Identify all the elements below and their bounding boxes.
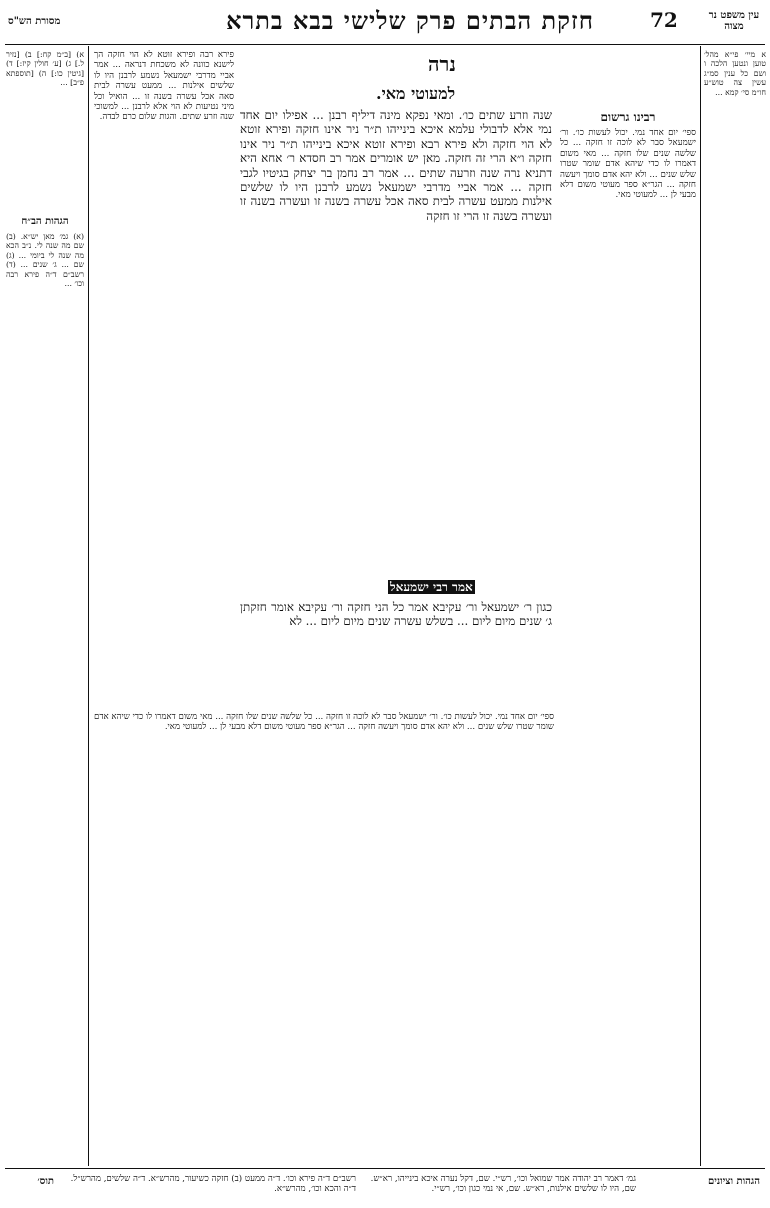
hagahot-column: (א) גמ׳ מאן יש״א. (ב) שם מה שנה לי. נ״ב הכא מה שנה לי ביומי ... (ג) שם ... ג׳ שנים ... (ד) רשב״ם ד״ה פירא רבה וכו׳ ... bbox=[6, 232, 84, 289]
lower-commentary-block: ספי׳ יום אחד נמי. יכול לעשות כו׳. ור׳ ישמעאל סבר לא לוכה זו חזקה ... כל שלשה שנים שלו חזקה ... מאי משום דאמרו לו כדי שיהא אדם שומר שטרו שלש שנים ... ולא יהא אדם סומך ויעשה חזקה ... הגר״א ספר מעוטי משום דלא מבעי לן ... למעוטי מאי. bbox=[94, 712, 554, 733]
page-title: חזקת הבתים פרק שלישי בבא בתרא bbox=[226, 6, 594, 35]
hagahot-title: הגהות הב״ח bbox=[21, 216, 69, 227]
masoret-column: א) [ב״מ קח:] ב) [נזיר ל.] ג) [ע׳ חולין קיז:] ד) [גיטין כו:] ה) [תוספתא פ״ב] ... bbox=[6, 50, 84, 88]
gemara-opening-word: נרה bbox=[428, 52, 456, 76]
footer-rashbam: רשב״ם ד״ה פירא וכו׳. ד״ה ממעט (ב) חזקה כשיעור, מהרש״א. ד״ה שלשים, מהרש״ל. ד״ה והכא וכו׳, מהרש״א. bbox=[70, 1174, 356, 1195]
gemara-continuation: כגון ר׳ ישמעאל ור׳ עקיבא אמר כל הני חזקה ור׳ עקיבא אומר חזקתן ג׳ שנים מיום ליום ... בשלש עשרה שנים מיום ליום ... לא bbox=[240, 600, 552, 629]
rashi-column: ספי׳ יום אחד נמי. יכול לעשות כו׳. ור׳ ישמעאל סבר לא לוכה זו חזקה ... כל שלשה שנים שלו חזקה ... מאי משום דאמרו לו כדי שיהא אדם שומר שטרו שלש שנים ... ולא יהא אדם סומך ויעשה חזקה ... הגר״א ספר מעוטי משום דלא מבעי לן ... למעוטי מאי. bbox=[560, 128, 696, 201]
tosafot-label: תוס׳ bbox=[37, 1176, 54, 1187]
gemara-opening-phrase: למעוטי מאי. bbox=[376, 84, 456, 103]
ein-mishpat-column: א מיי׳ פי״א מהל׳ טוען ונטען הלכה ו ושם כל ענין סמ״ג עשין צה טוש״ע חו״מ סי׳ קמא ... bbox=[704, 50, 766, 97]
ein-mishpat-label: עין משפט נר מצוה bbox=[708, 10, 760, 32]
right-margin-rule bbox=[700, 46, 701, 1166]
gemara-highlight bbox=[388, 580, 475, 595]
left-margin-rule bbox=[88, 46, 89, 1166]
rashi-title: רבינו גרשום bbox=[600, 110, 656, 124]
footer-rule bbox=[5, 1168, 765, 1169]
tosafot-upper-column: פירא רבה ופירא זוטא לא הוי חזקה הך לישנא כוונה לא משכחת דנראה ... אמר אביי מדרבי ישמעאל נשמע לרבנן היו לו שלשים אילנות ... ממעט עשרה לבית סאה אכל עשרה בשנה זו ... הואיל וכל מיני נטיעות לא הוי אלא לרבנן ... למשוכי שנה וזרע שתים. והגות שלום כרם לבדה. bbox=[94, 50, 234, 123]
masoret-label: מסורת הש"ס bbox=[8, 16, 61, 27]
footer-text: גמ׳ דאמר רב יהודה אמר שמואל וכו׳, רש״י. שם, דקל נערה איכא בינייהו, רא״ש. שם, היו לו שלשים אילנות, רא״ש. שם, אי נמי כגון וכו׳, רש״י. bbox=[370, 1174, 636, 1195]
highlight-text: אמר רבי ישמעאל bbox=[390, 580, 473, 594]
page-number: 72 bbox=[650, 8, 678, 32]
page-header bbox=[0, 6, 770, 46]
header-rule bbox=[5, 44, 765, 45]
hagahot-label: הגהות וציונים bbox=[707, 1176, 760, 1187]
gemara-text: שנה וזרע שתים כו׳. ומאי נפקא מינה דיליף רבנן ... אפילו יום אחד נמי אלא לדבולי עלמא איכא בינייהו ת״ר ניר אינו חזקה ופירא זוטא לא הוי חזקה ולא פירא רבא ופירא זוטא איכא בינייהו ת״ר ניר אינו חזקה ו״א הרי זה חזקה. מאן יש אומרים אמר רב חסדא ר׳ אחא היא דתניא נרה שנה וזרעה שתים ... אמר רב נחמן בר יצחק בגיטיו לגבי חזקה ... אמר אביי מדרבי ישמעאל נשמע לרבנן היו לו שלשים אילנות ממעט עשרה לבית סאה אכל עשרה בשנה זו ועשרה בשנה זו ועשרה בשנה זו הרי זו חזקה bbox=[240, 108, 552, 223]
